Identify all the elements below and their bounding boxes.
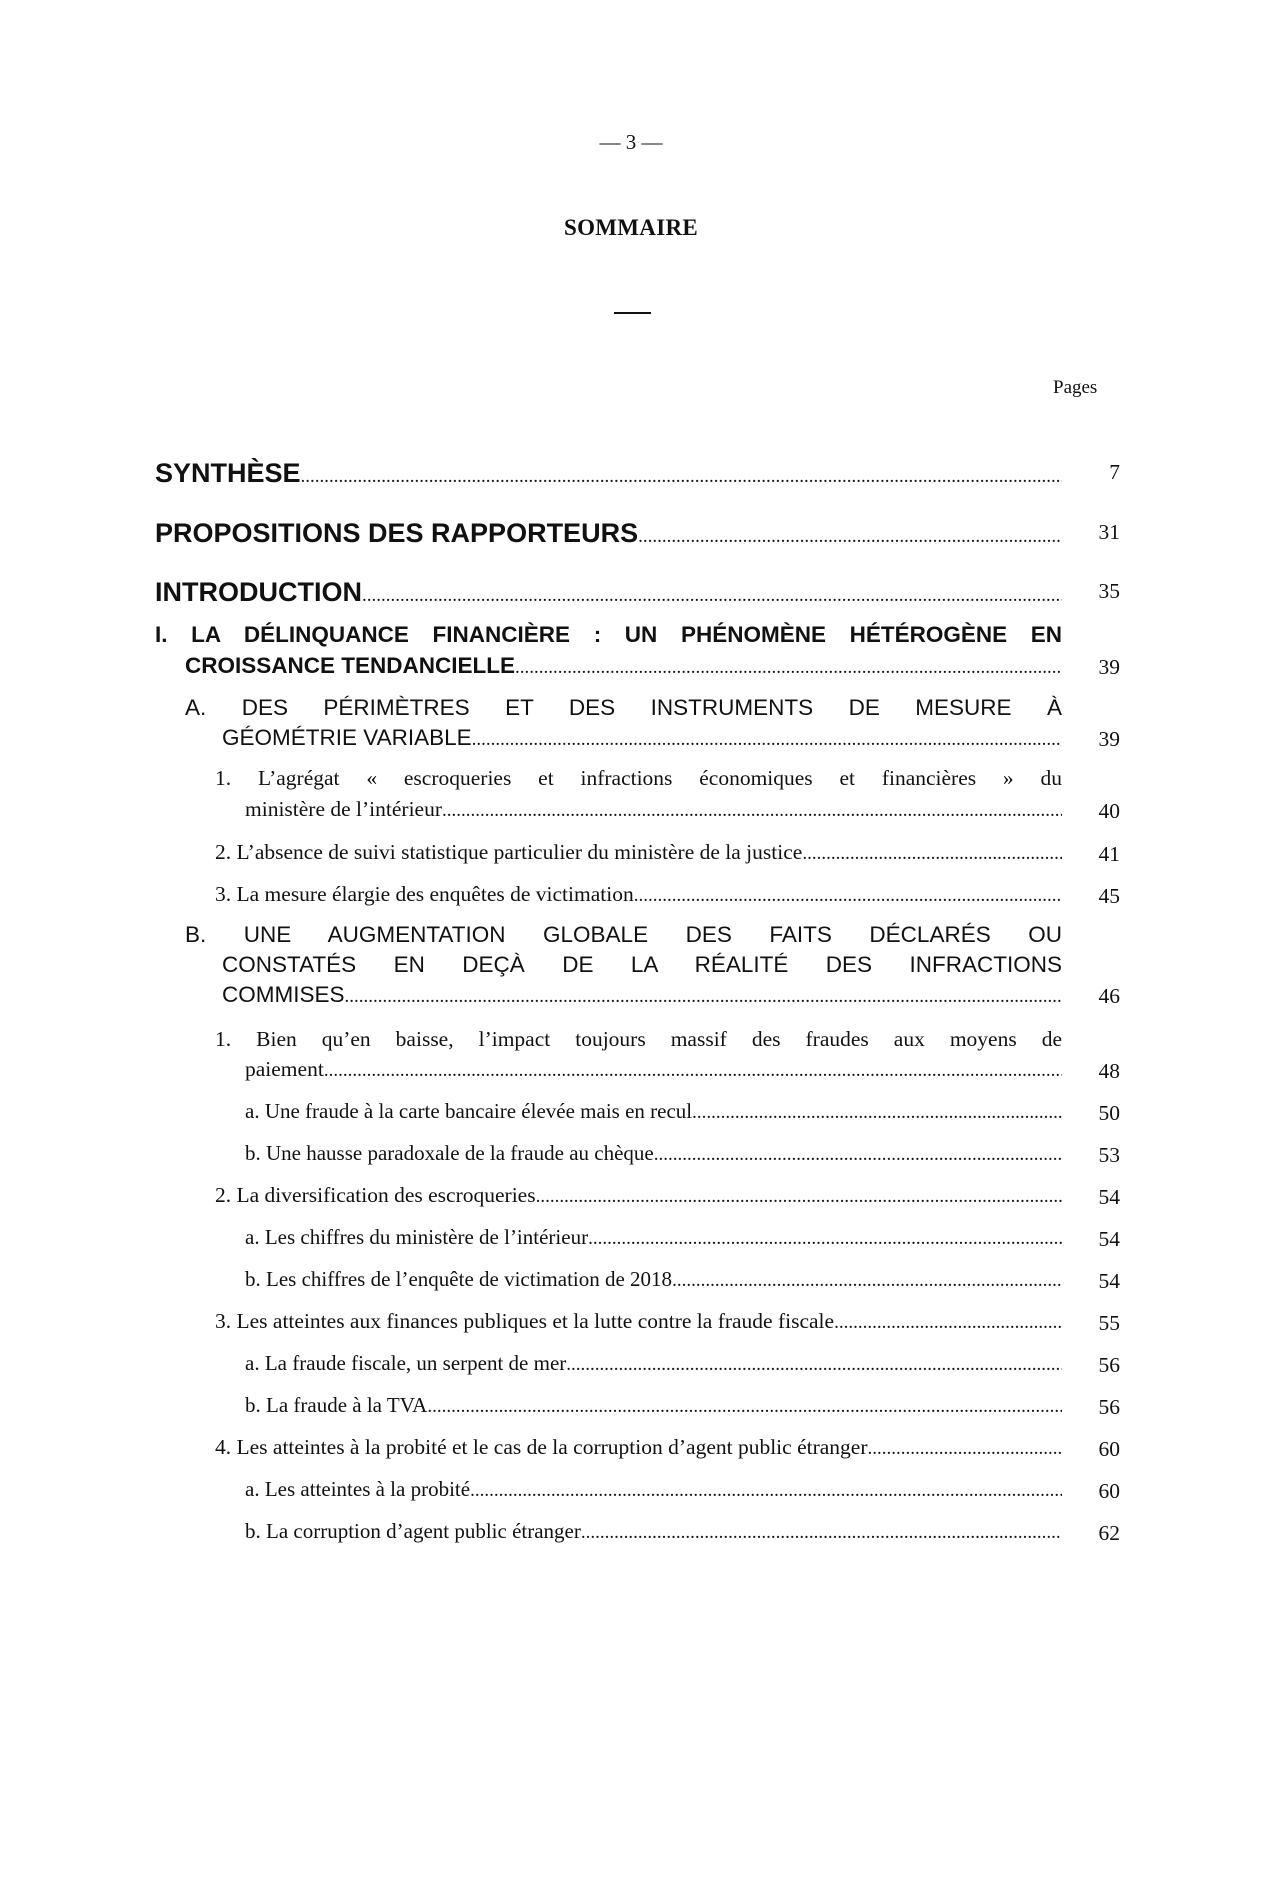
toc-page-number: 35 bbox=[1098, 579, 1120, 603]
toc-entry-title-line bbox=[215, 1435, 1062, 1460]
toc-entry-title: 2. L’absence de suivi statistique particulier du ministère de la justice bbox=[215, 840, 803, 864]
toc-entry-title: a. Les chiffres du ministère de l’intérieur bbox=[245, 1225, 589, 1249]
dot-leader bbox=[536, 1186, 1062, 1208]
document-title: SOMMAIRE bbox=[563, 215, 698, 240]
toc-entry-title: b. La fraude à la TVA bbox=[245, 1393, 428, 1417]
toc-entry-title: 1. Bien qu’en baisse, l’impact toujours massif des fraudes aux moyens de bbox=[215, 1027, 1062, 1051]
toc-page-number: 53 bbox=[1098, 1143, 1120, 1167]
toc-page-number: 62 bbox=[1098, 1521, 1120, 1545]
toc-page-number: 54 bbox=[1098, 1269, 1120, 1293]
toc-entry-title-line bbox=[245, 1099, 1062, 1124]
toc-entry-title-line bbox=[245, 1477, 1062, 1502]
toc-entry-title-line bbox=[155, 577, 1062, 608]
toc-entry-title: a. Une fraude à la carte bancaire élevée mais en recul bbox=[245, 1099, 693, 1123]
toc-entry-title-line bbox=[245, 1225, 1062, 1250]
toc-entry-title: GÉOMÉTRIE VARIABLE bbox=[222, 725, 472, 750]
toc-entry-title-line bbox=[155, 458, 1062, 489]
pages-column-label: Pages bbox=[1053, 377, 1098, 398]
toc-entry-title: b. Une hausse paradoxale de la fraude au chèque bbox=[245, 1141, 654, 1165]
toc-page-number: 45 bbox=[1098, 884, 1120, 908]
toc-entry-title-line bbox=[215, 882, 1062, 907]
toc-entry-title-line bbox=[245, 1351, 1062, 1376]
toc-entry-title-line bbox=[245, 1393, 1062, 1418]
toc-entry-title: INTRODUCTION bbox=[155, 577, 362, 607]
dot-leader bbox=[834, 1312, 1062, 1334]
dot-leader bbox=[324, 1060, 1062, 1082]
toc-entry-title: COMMISES bbox=[222, 982, 345, 1007]
dot-leader bbox=[868, 1438, 1063, 1460]
toc-page-number: 7 bbox=[1109, 460, 1120, 484]
dot-leader bbox=[472, 729, 1062, 751]
dot-leader bbox=[427, 1396, 1062, 1418]
toc-entry-title: 4. Les atteintes à la probité et le cas de la corruption d’agent public étranger bbox=[215, 1435, 868, 1459]
toc-page-number: 40 bbox=[1098, 799, 1120, 823]
dot-leader bbox=[515, 657, 1062, 679]
toc-entry-title: 3. Les atteintes aux finances publiques et la lutte contre la fraude fiscale bbox=[215, 1309, 835, 1333]
toc-entry-title: ministère de l’intérieur bbox=[245, 797, 443, 821]
toc-page-number: 56 bbox=[1098, 1353, 1120, 1377]
dot-leader bbox=[301, 466, 1062, 488]
dot-leader bbox=[470, 1480, 1062, 1502]
toc-page-number: 54 bbox=[1098, 1227, 1120, 1251]
dot-leader bbox=[692, 1102, 1062, 1124]
toc-page-number: 41 bbox=[1098, 842, 1120, 866]
dot-leader bbox=[442, 800, 1062, 822]
toc-entry-title: 2. La diversification des escroqueries bbox=[215, 1183, 536, 1207]
toc-entry-title-line bbox=[245, 1057, 1062, 1082]
toc-entry-title-line bbox=[245, 1519, 1062, 1544]
toc-entry-title-line bbox=[245, 797, 1062, 822]
toc-entry-title: a. Les atteintes à la probité bbox=[245, 1477, 471, 1501]
toc-page-number: 50 bbox=[1098, 1101, 1120, 1125]
toc-entry-title-line bbox=[215, 1183, 1062, 1208]
toc-entry-title: b. La corruption d’agent public étranger bbox=[245, 1519, 581, 1543]
toc-page-number: 39 bbox=[1098, 727, 1120, 751]
toc-entry-title-line bbox=[245, 1141, 1062, 1166]
toc-page-number: 55 bbox=[1098, 1311, 1120, 1335]
toc-entry-title: CROISSANCE TENDANCIELLE bbox=[185, 653, 516, 678]
toc-entry-title-line bbox=[155, 518, 1062, 549]
toc-entry-title: SYNTHÈSE bbox=[155, 458, 301, 488]
dot-leader bbox=[802, 843, 1062, 865]
dot-leader bbox=[345, 986, 1062, 1008]
dot-leader bbox=[638, 526, 1062, 548]
dot-leader bbox=[581, 1522, 1062, 1544]
toc-entry-title-line bbox=[215, 840, 1062, 865]
toc-entry-title: a. La fraude fiscale, un serpent de mer bbox=[245, 1351, 567, 1375]
toc-page-number: 60 bbox=[1098, 1437, 1120, 1461]
dot-leader bbox=[588, 1228, 1062, 1250]
page-number: — 3 — bbox=[599, 130, 663, 154]
toc-page-number: 48 bbox=[1098, 1059, 1120, 1083]
toc-entry-title-line bbox=[245, 1267, 1062, 1292]
toc-entry-title-line bbox=[215, 1309, 1062, 1334]
toc-entry-title: I. LA DÉLINQUANCE FINANCIÈRE : UN PHÉNOMÈNE HÉTÉROGÈNE EN bbox=[155, 622, 1062, 647]
toc-page-number: 39 bbox=[1098, 655, 1120, 679]
toc-page-number: 54 bbox=[1098, 1185, 1120, 1209]
toc-entry-title-line bbox=[222, 725, 1062, 751]
dot-leader bbox=[672, 1270, 1062, 1292]
toc-entry-title: B. UNE AUGMENTATION GLOBALE DES FAITS DÉCLARÉS OU bbox=[185, 922, 1062, 947]
dot-leader bbox=[654, 1144, 1062, 1166]
dot-leader bbox=[634, 885, 1062, 907]
toc-entry-title: 3. La mesure élargie des enquêtes de victimation bbox=[215, 882, 634, 906]
toc-entry-title: 1. L’agrégat « escroqueries et infractions économiques et financières » du bbox=[215, 766, 1062, 790]
toc-page-number: 31 bbox=[1098, 520, 1120, 544]
toc-entry-title: b. Les chiffres de l’enquête de victimation de 2018 bbox=[245, 1267, 673, 1291]
toc-entry-title: CONSTATÉS EN DEÇÀ DE LA RÉALITÉ DES INFRACTIONS bbox=[222, 952, 1062, 977]
toc-entry-title-line bbox=[185, 653, 1062, 679]
dot-leader bbox=[362, 585, 1062, 607]
toc-entry-title: A. DES PÉRIMÈTRES ET DES INSTRUMENTS DE MESURE À bbox=[185, 695, 1062, 720]
toc-page-number: 60 bbox=[1098, 1479, 1120, 1503]
toc-entry-title: paiement bbox=[245, 1057, 324, 1081]
toc-page-number: 46 bbox=[1098, 984, 1120, 1008]
toc-entry-title: PROPOSITIONS DES RAPPORTEURS bbox=[155, 518, 639, 548]
toc-page-number: 56 bbox=[1098, 1395, 1120, 1419]
dot-leader bbox=[566, 1354, 1062, 1376]
toc-entry-title-line bbox=[222, 982, 1062, 1008]
